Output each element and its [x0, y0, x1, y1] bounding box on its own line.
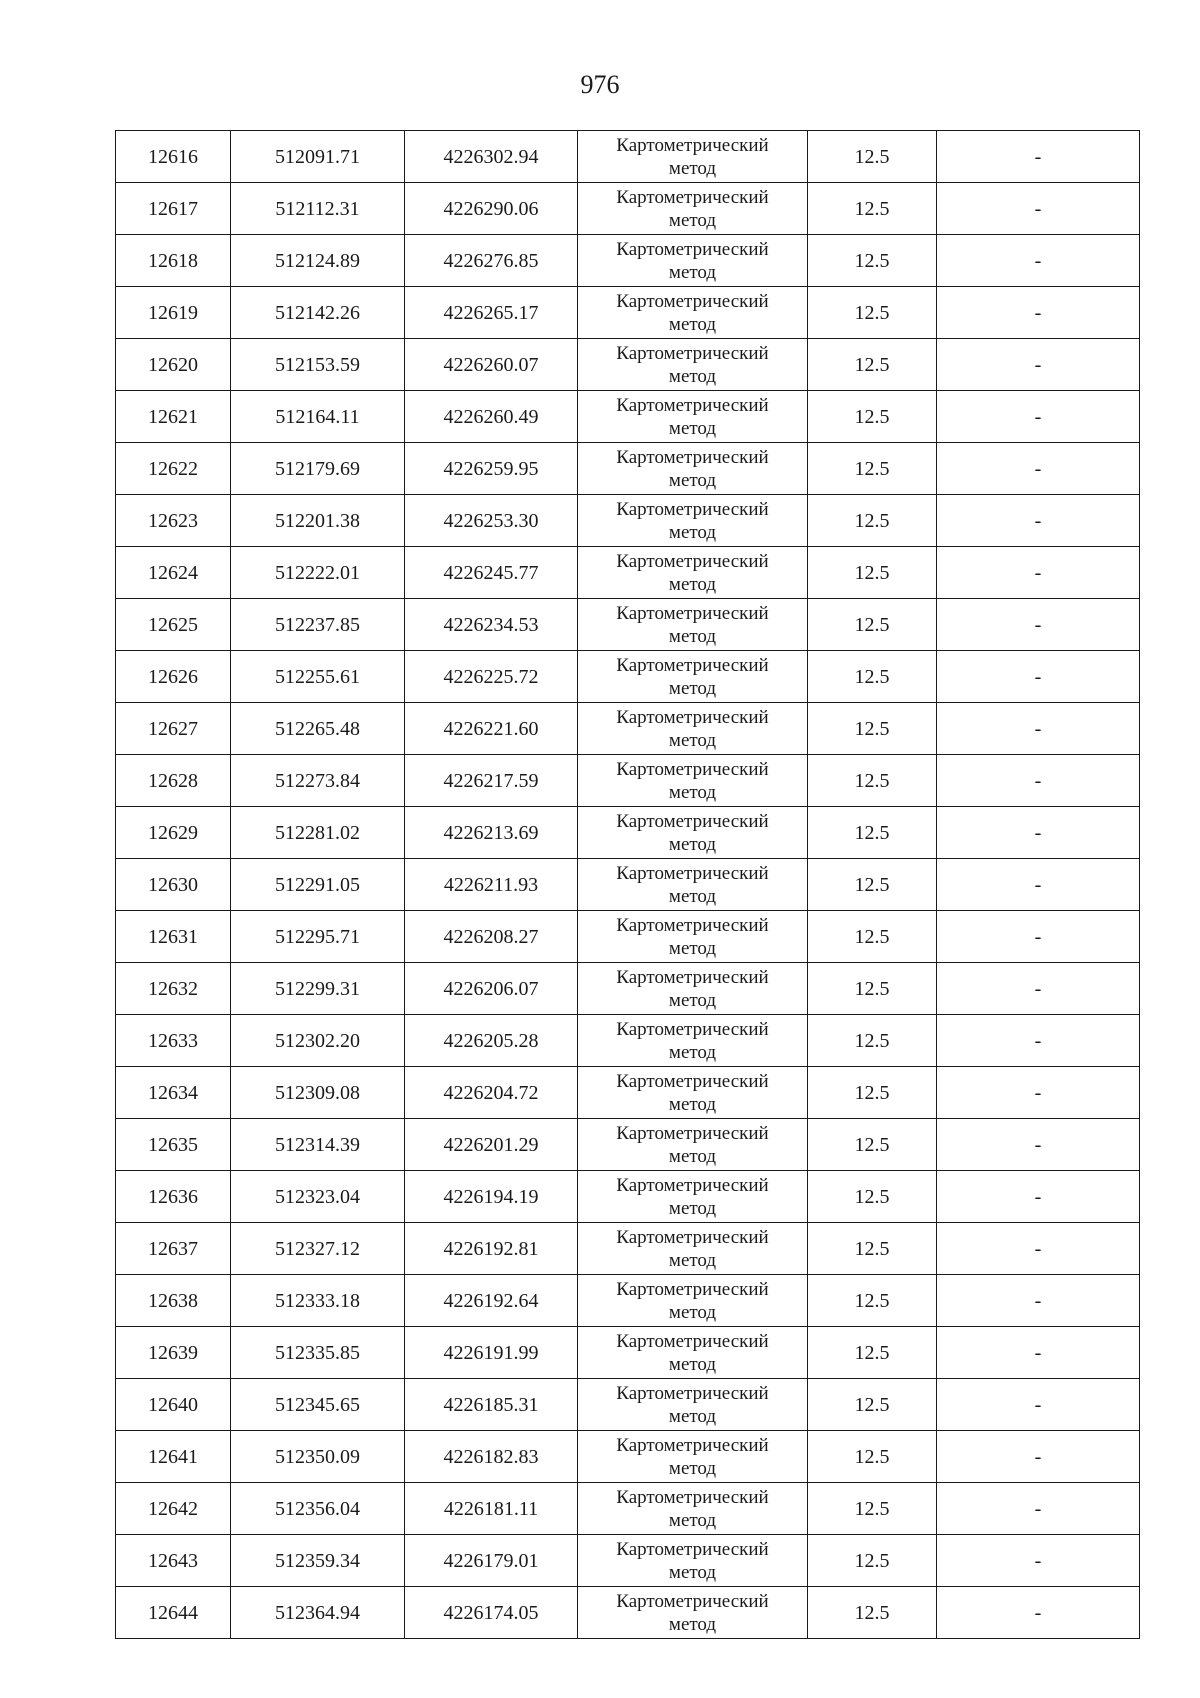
point-number-cell: 12619 [116, 287, 231, 339]
accuracy-cell: 12.5 [808, 339, 937, 391]
method-line-1: Картометрический [616, 1122, 769, 1144]
y-coordinate-cell: 4226181.11 [405, 1483, 578, 1535]
x-coordinate-cell: 512345.65 [231, 1379, 405, 1431]
note-cell: - [937, 1327, 1140, 1379]
table-row [116, 391, 1140, 443]
table-row [116, 1223, 1140, 1275]
x-coordinate-cell: 512222.01 [231, 547, 405, 599]
x-coordinate-cell: 512333.18 [231, 1275, 405, 1327]
method-line-2: метод [668, 885, 717, 907]
method-cell [578, 911, 808, 963]
method-cell [578, 1275, 808, 1327]
note-cell: - [937, 443, 1140, 495]
method-line-2: метод [668, 1457, 717, 1479]
x-coordinate-cell: 512201.38 [231, 495, 405, 547]
x-coordinate-cell: 512356.04 [231, 1483, 405, 1535]
accuracy-cell: 12.5 [808, 1587, 937, 1639]
note-cell: - [937, 547, 1140, 599]
accuracy-cell: 12.5 [808, 703, 937, 755]
y-coordinate-cell: 4226211.93 [405, 859, 578, 911]
point-number-cell: 12631 [116, 911, 231, 963]
method-line-2: метод [668, 521, 717, 543]
table-row [116, 235, 1140, 287]
method-line-1: Картометрический [616, 186, 769, 208]
x-coordinate-cell: 512335.85 [231, 1327, 405, 1379]
note-cell: - [937, 599, 1140, 651]
y-coordinate-cell: 4226221.60 [405, 703, 578, 755]
x-coordinate-cell: 512153.59 [231, 339, 405, 391]
method-cell [578, 1015, 808, 1067]
accuracy-cell: 12.5 [808, 1015, 937, 1067]
method-line-1: Картометрический [616, 342, 769, 364]
point-number-cell: 12630 [116, 859, 231, 911]
x-coordinate-cell: 512291.05 [231, 859, 405, 911]
x-coordinate-cell: 512142.26 [231, 287, 405, 339]
method-line-2: метод [668, 1301, 717, 1323]
table-row [116, 1119, 1140, 1171]
method-line-2: метод [668, 677, 717, 699]
method-line-1: Картометрический [616, 1434, 769, 1456]
method-line-1: Картометрический [616, 134, 769, 156]
table-row [116, 183, 1140, 235]
x-coordinate-cell: 512164.11 [231, 391, 405, 443]
y-coordinate-cell: 4226191.99 [405, 1327, 578, 1379]
method-line-1: Картометрический [616, 1538, 769, 1560]
y-coordinate-cell: 4226192.64 [405, 1275, 578, 1327]
page-number: 976 [580, 70, 620, 99]
method-line-2: метод [668, 1041, 717, 1063]
point-number-cell: 12624 [116, 547, 231, 599]
point-number-cell: 12628 [116, 755, 231, 807]
table-row [116, 443, 1140, 495]
note-cell: - [937, 235, 1140, 287]
accuracy-cell: 12.5 [808, 391, 937, 443]
table-row [116, 859, 1140, 911]
point-number-cell: 12620 [116, 339, 231, 391]
method-line-2: метод [668, 1249, 717, 1271]
point-number-cell: 12641 [116, 1431, 231, 1483]
x-coordinate-cell: 512327.12 [231, 1223, 405, 1275]
method-cell [578, 1119, 808, 1171]
table-row [116, 1327, 1140, 1379]
accuracy-cell: 12.5 [808, 1275, 937, 1327]
method-cell [578, 963, 808, 1015]
point-number-cell: 12639 [116, 1327, 231, 1379]
accuracy-cell: 12.5 [808, 287, 937, 339]
method-line-1: Картометрический [616, 1278, 769, 1300]
y-coordinate-cell: 4226302.94 [405, 131, 578, 183]
table-row [116, 755, 1140, 807]
method-line-2: метод [668, 261, 717, 283]
method-cell [578, 339, 808, 391]
method-cell [578, 755, 808, 807]
method-line-1: Картометрический [616, 1590, 769, 1612]
note-cell: - [937, 703, 1140, 755]
y-coordinate-cell: 4226204.72 [405, 1067, 578, 1119]
table-row [116, 911, 1140, 963]
y-coordinate-cell: 4226194.19 [405, 1171, 578, 1223]
method-cell [578, 1431, 808, 1483]
accuracy-cell: 12.5 [808, 495, 937, 547]
note-cell: - [937, 287, 1140, 339]
point-number-cell: 12625 [116, 599, 231, 651]
note-cell: - [937, 183, 1140, 235]
y-coordinate-cell: 4226260.07 [405, 339, 578, 391]
x-coordinate-cell: 512350.09 [231, 1431, 405, 1483]
accuracy-cell: 12.5 [808, 599, 937, 651]
point-number-cell: 12640 [116, 1379, 231, 1431]
accuracy-cell: 12.5 [808, 235, 937, 287]
y-coordinate-cell: 4226245.77 [405, 547, 578, 599]
note-cell: - [937, 1067, 1140, 1119]
accuracy-cell: 12.5 [808, 651, 937, 703]
note-cell: - [937, 495, 1140, 547]
accuracy-cell: 12.5 [808, 183, 937, 235]
point-number-cell: 12635 [116, 1119, 231, 1171]
x-coordinate-cell: 512359.34 [231, 1535, 405, 1587]
y-coordinate-cell: 4226179.01 [405, 1535, 578, 1587]
method-line-1: Картометрический [616, 706, 769, 728]
table-row [116, 1067, 1140, 1119]
method-cell [578, 1327, 808, 1379]
method-line-2: метод [668, 417, 717, 439]
method-cell [578, 703, 808, 755]
x-coordinate-cell: 512091.71 [231, 131, 405, 183]
method-line-2: метод [668, 937, 717, 959]
note-cell: - [937, 1119, 1140, 1171]
y-coordinate-cell: 4226217.59 [405, 755, 578, 807]
accuracy-cell: 12.5 [808, 1535, 937, 1587]
method-line-2: метод [668, 1613, 717, 1635]
point-number-cell: 12617 [116, 183, 231, 235]
point-number-cell: 12623 [116, 495, 231, 547]
note-cell: - [937, 1223, 1140, 1275]
method-cell [578, 131, 808, 183]
method-line-1: Картометрический [616, 1174, 769, 1196]
method-line-1: Картометрический [616, 1070, 769, 1092]
method-line-1: Картометрический [616, 1382, 769, 1404]
point-number-cell: 12636 [116, 1171, 231, 1223]
method-line-2: метод [668, 469, 717, 491]
note-cell: - [937, 339, 1140, 391]
table-row [116, 1483, 1140, 1535]
y-coordinate-cell: 4226208.27 [405, 911, 578, 963]
coordinates-table [115, 130, 1140, 1639]
point-number-cell: 12637 [116, 1223, 231, 1275]
note-cell: - [937, 1587, 1140, 1639]
x-coordinate-cell: 512309.08 [231, 1067, 405, 1119]
method-cell [578, 183, 808, 235]
y-coordinate-cell: 4226185.31 [405, 1379, 578, 1431]
x-coordinate-cell: 512364.94 [231, 1587, 405, 1639]
table-row [116, 1379, 1140, 1431]
point-number-cell: 12632 [116, 963, 231, 1015]
method-line-1: Картометрический [616, 1226, 769, 1248]
point-number-cell: 12644 [116, 1587, 231, 1639]
method-cell [578, 1223, 808, 1275]
method-cell [578, 443, 808, 495]
x-coordinate-cell: 512299.31 [231, 963, 405, 1015]
x-coordinate-cell: 512237.85 [231, 599, 405, 651]
point-number-cell: 12642 [116, 1483, 231, 1535]
note-cell: - [937, 391, 1140, 443]
table-row [116, 1015, 1140, 1067]
x-coordinate-cell: 512323.04 [231, 1171, 405, 1223]
y-coordinate-cell: 4226276.85 [405, 235, 578, 287]
method-line-2: метод [668, 1093, 717, 1115]
point-number-cell: 12616 [116, 131, 231, 183]
y-coordinate-cell: 4226265.17 [405, 287, 578, 339]
method-line-1: Картометрический [616, 498, 769, 520]
point-number-cell: 12622 [116, 443, 231, 495]
table-body [116, 131, 1140, 1639]
method-cell [578, 651, 808, 703]
method-line-1: Картометрический [616, 862, 769, 884]
table-row [116, 339, 1140, 391]
accuracy-cell: 12.5 [808, 1483, 937, 1535]
note-cell: - [937, 859, 1140, 911]
point-number-cell: 12626 [116, 651, 231, 703]
table-row [116, 1587, 1140, 1639]
table-row [116, 287, 1140, 339]
note-cell: - [937, 911, 1140, 963]
point-number-cell: 12629 [116, 807, 231, 859]
method-line-2: метод [668, 1405, 717, 1427]
point-number-cell: 12627 [116, 703, 231, 755]
method-cell [578, 1535, 808, 1587]
method-line-2: метод [668, 833, 717, 855]
table-row [116, 1275, 1140, 1327]
table-row [116, 807, 1140, 859]
accuracy-cell: 12.5 [808, 1379, 937, 1431]
accuracy-cell: 12.5 [808, 1171, 937, 1223]
accuracy-cell: 12.5 [808, 755, 937, 807]
method-line-1: Картометрический [616, 758, 769, 780]
method-line-2: метод [668, 625, 717, 647]
note-cell: - [937, 1431, 1140, 1483]
y-coordinate-cell: 4226234.53 [405, 599, 578, 651]
point-number-cell: 12618 [116, 235, 231, 287]
method-line-1: Картометрический [616, 1330, 769, 1352]
table-row [116, 703, 1140, 755]
y-coordinate-cell: 4226182.83 [405, 1431, 578, 1483]
method-line-2: метод [668, 1561, 717, 1583]
method-line-2: метод [668, 573, 717, 595]
method-line-2: метод [668, 209, 717, 231]
method-line-1: Картометрический [616, 1018, 769, 1040]
method-cell [578, 495, 808, 547]
method-line-2: метод [668, 1197, 717, 1219]
table-row [116, 131, 1140, 183]
table-row [116, 1535, 1140, 1587]
note-cell: - [937, 1275, 1140, 1327]
method-line-2: метод [668, 1353, 717, 1375]
accuracy-cell: 12.5 [808, 443, 937, 495]
note-cell: - [937, 131, 1140, 183]
method-cell [578, 1483, 808, 1535]
y-coordinate-cell: 4226259.95 [405, 443, 578, 495]
method-line-2: метод [668, 1145, 717, 1167]
x-coordinate-cell: 512302.20 [231, 1015, 405, 1067]
table-row [116, 495, 1140, 547]
method-line-2: метод [668, 781, 717, 803]
accuracy-cell: 12.5 [808, 807, 937, 859]
method-line-1: Картометрический [616, 394, 769, 416]
x-coordinate-cell: 512112.31 [231, 183, 405, 235]
point-number-cell: 12633 [116, 1015, 231, 1067]
x-coordinate-cell: 512281.02 [231, 807, 405, 859]
x-coordinate-cell: 512179.69 [231, 443, 405, 495]
method-line-2: метод [668, 365, 717, 387]
x-coordinate-cell: 512265.48 [231, 703, 405, 755]
method-line-1: Картометрический [616, 1486, 769, 1508]
method-line-1: Картометрический [616, 446, 769, 468]
method-cell [578, 391, 808, 443]
accuracy-cell: 12.5 [808, 1067, 937, 1119]
method-cell [578, 235, 808, 287]
y-coordinate-cell: 4226174.05 [405, 1587, 578, 1639]
accuracy-cell: 12.5 [808, 1431, 937, 1483]
note-cell: - [937, 1171, 1140, 1223]
point-number-cell: 12634 [116, 1067, 231, 1119]
method-line-1: Картометрический [616, 654, 769, 676]
method-cell [578, 287, 808, 339]
y-coordinate-cell: 4226260.49 [405, 391, 578, 443]
point-number-cell: 12643 [116, 1535, 231, 1587]
method-cell [578, 599, 808, 651]
note-cell: - [937, 1483, 1140, 1535]
note-cell: - [937, 651, 1140, 703]
method-cell [578, 1587, 808, 1639]
accuracy-cell: 12.5 [808, 1327, 937, 1379]
x-coordinate-cell: 512295.71 [231, 911, 405, 963]
note-cell: - [937, 1535, 1140, 1587]
note-cell: - [937, 755, 1140, 807]
method-line-2: метод [668, 313, 717, 335]
method-cell [578, 807, 808, 859]
method-line-1: Картометрический [616, 238, 769, 260]
method-cell [578, 1379, 808, 1431]
y-coordinate-cell: 4226206.07 [405, 963, 578, 1015]
point-number-cell: 12621 [116, 391, 231, 443]
note-cell: - [937, 963, 1140, 1015]
accuracy-cell: 12.5 [808, 963, 937, 1015]
y-coordinate-cell: 4226201.29 [405, 1119, 578, 1171]
method-line-2: метод [668, 1509, 717, 1531]
point-number-cell: 12638 [116, 1275, 231, 1327]
method-cell [578, 859, 808, 911]
table-row [116, 599, 1140, 651]
method-cell [578, 1067, 808, 1119]
note-cell: - [937, 1015, 1140, 1067]
method-line-2: метод [668, 729, 717, 751]
accuracy-cell: 12.5 [808, 1223, 937, 1275]
accuracy-cell: 12.5 [808, 859, 937, 911]
method-line-2: метод [668, 989, 717, 1011]
note-cell: - [937, 807, 1140, 859]
accuracy-cell: 12.5 [808, 131, 937, 183]
x-coordinate-cell: 512314.39 [231, 1119, 405, 1171]
y-coordinate-cell: 4226290.06 [405, 183, 578, 235]
accuracy-cell: 12.5 [808, 1119, 937, 1171]
x-coordinate-cell: 512124.89 [231, 235, 405, 287]
method-line-1: Картометрический [616, 914, 769, 936]
table-row [116, 1431, 1140, 1483]
table-row [116, 651, 1140, 703]
table-row [116, 547, 1140, 599]
y-coordinate-cell: 4226213.69 [405, 807, 578, 859]
method-line-1: Картометрический [616, 966, 769, 988]
y-coordinate-cell: 4226225.72 [405, 651, 578, 703]
method-line-1: Картометрический [616, 810, 769, 832]
table-row [116, 1171, 1140, 1223]
method-line-2: метод [668, 157, 717, 179]
y-coordinate-cell: 4226192.81 [405, 1223, 578, 1275]
note-cell: - [937, 1379, 1140, 1431]
table-row [116, 963, 1140, 1015]
accuracy-cell: 12.5 [808, 547, 937, 599]
accuracy-cell: 12.5 [808, 911, 937, 963]
x-coordinate-cell: 512273.84 [231, 755, 405, 807]
method-line-1: Картометрический [616, 602, 769, 624]
x-coordinate-cell: 512255.61 [231, 651, 405, 703]
method-cell [578, 1171, 808, 1223]
method-line-1: Картометрический [616, 550, 769, 572]
method-cell [578, 547, 808, 599]
method-line-1: Картометрический [616, 290, 769, 312]
y-coordinate-cell: 4226253.30 [405, 495, 578, 547]
y-coordinate-cell: 4226205.28 [405, 1015, 578, 1067]
